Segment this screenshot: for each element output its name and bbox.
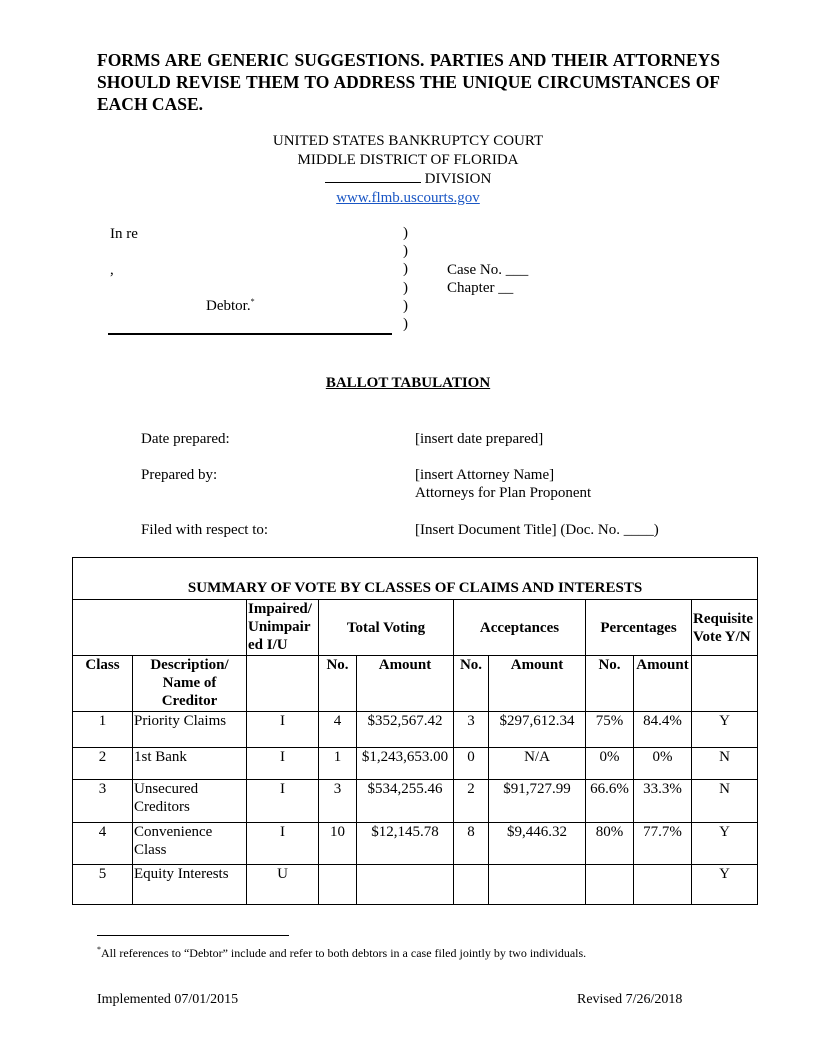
subheader-tv-no: No. (319, 656, 357, 712)
footnote-mark: * (97, 945, 101, 954)
document-title: BALLOT TABULATION (325, 375, 491, 391)
case-number: Case No. ___ (447, 262, 529, 278)
subheader-req-blank (692, 656, 758, 712)
subheader-pct-no: No. (586, 656, 634, 712)
generic-forms-warning: FORMS ARE GENERIC SUGGESTIONS. PARTIES AND THEIR ATTORNEYS SHOULD REVISE THEM TO ADDRESS THE UNIQUE CIRCUMSTANCES OF EACH CASE. (97, 50, 720, 114)
implemented-date: Implemented 07/01/2015 (97, 992, 239, 1007)
table-row: 5 Equity Interests U Y (73, 865, 758, 905)
table-row: 1 Priority Claims I 4 $352,567.42 3 $297,612.34 75% 84.4% Y (73, 712, 758, 748)
revised-date: Revised 7/26/2018 (577, 992, 683, 1007)
subheader-pct-amount: Amount (634, 656, 692, 712)
chapter: Chapter __ (447, 280, 514, 296)
header-blank (73, 600, 247, 656)
subheader-blank (247, 656, 319, 712)
date-prepared-value: [insert date prepared] (415, 431, 544, 447)
caption-divider (108, 333, 392, 335)
header-acceptances: Acceptances (454, 600, 586, 656)
division-blank (325, 170, 421, 183)
court-district: MIDDLE DISTRICT OF FLORIDA (297, 152, 519, 168)
filed-with-value: [Insert Document Title] (Doc. No. ____) (415, 522, 659, 538)
footnote-divider (97, 935, 289, 936)
table-row: 4 Convenience Class I 10 $12,145.78 8 $9,446.32 80% 77.7% Y (73, 823, 758, 865)
table-row: 3 Unsecured Creditors I 3 $534,255.46 2 $91,727.99 66.6% 33.3% N (73, 780, 758, 823)
ballot-summary-table (72, 557, 758, 905)
caption-parens: ) ) ) ) ) ) (403, 225, 408, 333)
subheader-ac-no: No. (454, 656, 489, 712)
subheader-ac-amount: Amount (489, 656, 586, 712)
header-impaired: Impaired/ Unimpair ed I/U (247, 600, 319, 656)
date-prepared-label: Date prepared: (141, 431, 230, 447)
court-header (0, 132, 816, 208)
prepared-by-value: [insert Attorney Name] Attorneys for Plan Proponent (415, 467, 592, 501)
header-total-voting: Total Voting (319, 600, 454, 656)
debtor-name-comma: , (110, 262, 114, 278)
footnote-text: All references to “Debtor” include and refer to both debtors in a case filed jointly by two individuals. (101, 946, 587, 960)
prepared-by-label: Prepared by: (141, 467, 218, 483)
header-requisite: Requisite Vote Y/N (692, 600, 758, 656)
footnote-mark: * (250, 297, 255, 306)
debtor-label: Debtor.* (206, 297, 255, 314)
subheader-class: Class (73, 656, 133, 712)
subheader-tv-amount: Amount (357, 656, 454, 712)
table-title: SUMMARY OF VOTE BY CLASSES OF CLAIMS AND INTERESTS (73, 558, 758, 600)
court-name: UNITED STATES BANKRUPTCY COURT (272, 133, 544, 149)
footnote (97, 945, 586, 961)
filed-with-label: Filed with respect to: (141, 522, 269, 538)
in-re-label: In re (110, 226, 138, 242)
header-percentages: Percentages (586, 600, 692, 656)
court-division: DIVISION (0, 170, 816, 189)
table-row: 2 1st Bank I 1 $1,243,653.00 0 N/A 0% 0% N (73, 748, 758, 780)
court-website-link[interactable]: www.flmb.uscourts.gov (336, 190, 480, 206)
subheader-description: Description/ Name of Creditor (133, 656, 247, 712)
